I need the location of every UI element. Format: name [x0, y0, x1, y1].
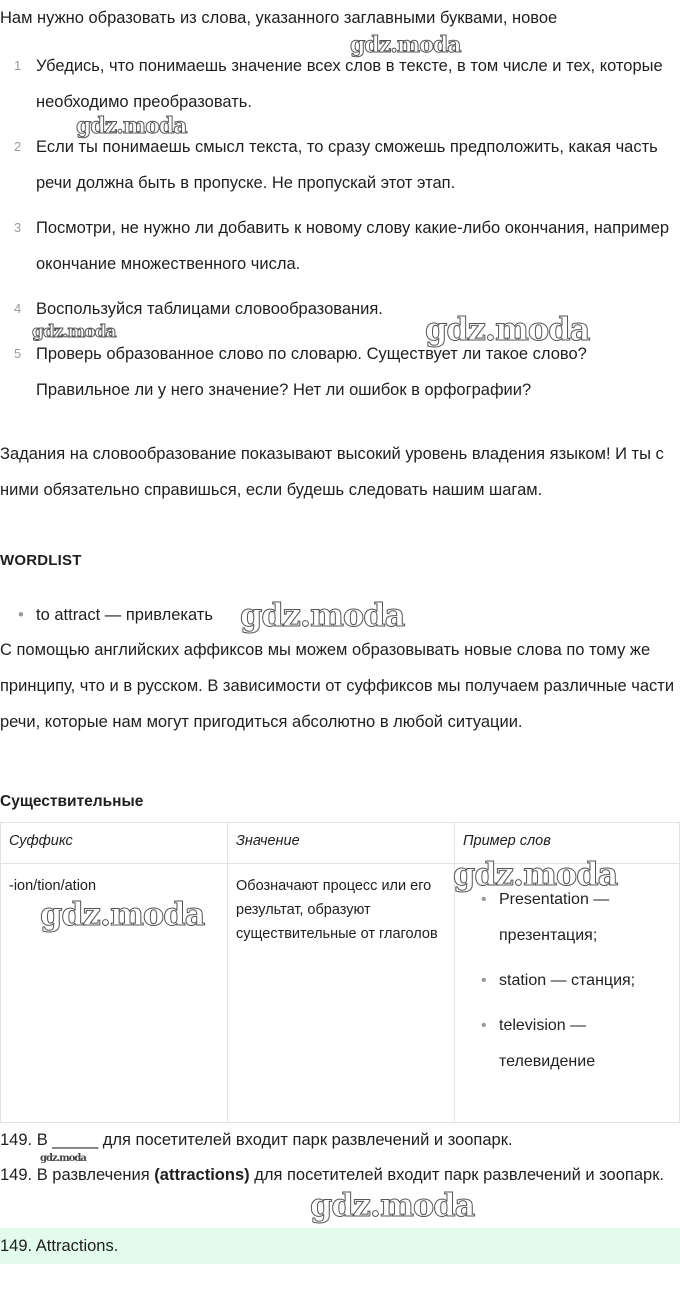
examples-list	[463, 882, 671, 1080]
examples-cell	[455, 864, 680, 1123]
wordlist-heading: WORDLIST	[0, 552, 82, 569]
summary-paragraph: Задания на словообразование показывают высокий уровень владения языком! И ты с ними обязательно справишься, если будешь следовать нашим шагам.	[0, 445, 664, 499]
question-text: 149. В развлечения	[0, 1166, 155, 1184]
watermark: gdz.moda	[76, 113, 187, 139]
column-header: Значение	[228, 823, 455, 864]
step-text: Посмотри, не нужно ли добавить к новому слову какие-либо окончания, например окончание множественного числа.	[36, 219, 670, 273]
list-item	[0, 291, 680, 327]
question-text: для посетителей входит парк развлечений и зоопарк.	[249, 1166, 664, 1184]
watermark: gdz.moda	[310, 1186, 475, 1224]
watermark: gdz.moda	[453, 855, 618, 893]
step-number: 3	[14, 220, 22, 235]
step-number: 4	[14, 301, 22, 316]
answer-box: 149. Attractions.	[0, 1228, 680, 1264]
step-text: Воспользуйся таблицами словообразования.	[36, 300, 383, 318]
wordlist	[0, 597, 213, 633]
list-item: • television — телевидение	[463, 1008, 671, 1080]
watermark: gdz.moda	[40, 895, 205, 933]
watermark: gdz.moda	[350, 32, 461, 58]
step-number: 5	[14, 346, 22, 361]
table-row	[1, 864, 680, 1123]
question-filled	[0, 1157, 680, 1193]
suffix-table	[0, 822, 680, 1123]
wordlist-item: • to attract — привлекать	[0, 597, 213, 633]
list-item	[0, 129, 680, 201]
column-header: Пример слов	[455, 823, 680, 864]
step-text: Проверь образованное слово по словарю. Существует ли такое слово? Правильное ли у него значение? Нет ли ошибок в орфографии?	[36, 345, 587, 399]
list-item: • Presentation — презентация;	[463, 882, 671, 954]
list-item	[0, 210, 680, 282]
steps-list	[0, 48, 680, 417]
watermark: gdz.moda	[32, 322, 116, 342]
answer-word: (attractions)	[154, 1166, 250, 1184]
suffix-cell: -ion/tion/ation	[1, 864, 228, 1123]
watermark: gdz.moda	[425, 310, 590, 348]
list-item: • station — станция;	[463, 963, 671, 999]
affix-paragraph: С помощью английских аффиксов мы можем образовывать новые слова по тому же принципу, что и в русском. В зависимости от суффиксов мы получаем различные части речи, которые нам могут пригодиться абсолютно в любой ситуации.	[0, 641, 675, 731]
list-item	[0, 336, 680, 408]
meaning-cell: Обозначают процесс или его результат, образуют существительные от глаголов	[228, 864, 455, 1123]
step-number: 1	[14, 58, 22, 73]
list-item	[0, 48, 680, 120]
watermark: gdz.moda	[240, 596, 405, 634]
question-blank: 149. В _____ для посетителей входит парк развлечений и зоопарк.	[0, 1131, 513, 1149]
step-text: Убедись, что понимаешь значение всех слов в тексте, в том числе и тех, которые необходимо преобразовать.	[36, 57, 663, 111]
watermark: gdz.moda	[40, 1153, 86, 1164]
column-header: Суффикс	[1, 823, 228, 864]
section-heading: Существительные	[0, 793, 144, 810]
intro-text: Нам нужно образовать из слова, указанного заглавными буквами, новое	[0, 9, 558, 27]
step-text: Если ты понимаешь смысл текста, то сразу сможешь предположить, какая часть речи должна быть в пропуске. Не пропускай этот этап.	[36, 138, 658, 192]
table-header-row	[1, 823, 680, 864]
step-number: 2	[14, 139, 22, 154]
